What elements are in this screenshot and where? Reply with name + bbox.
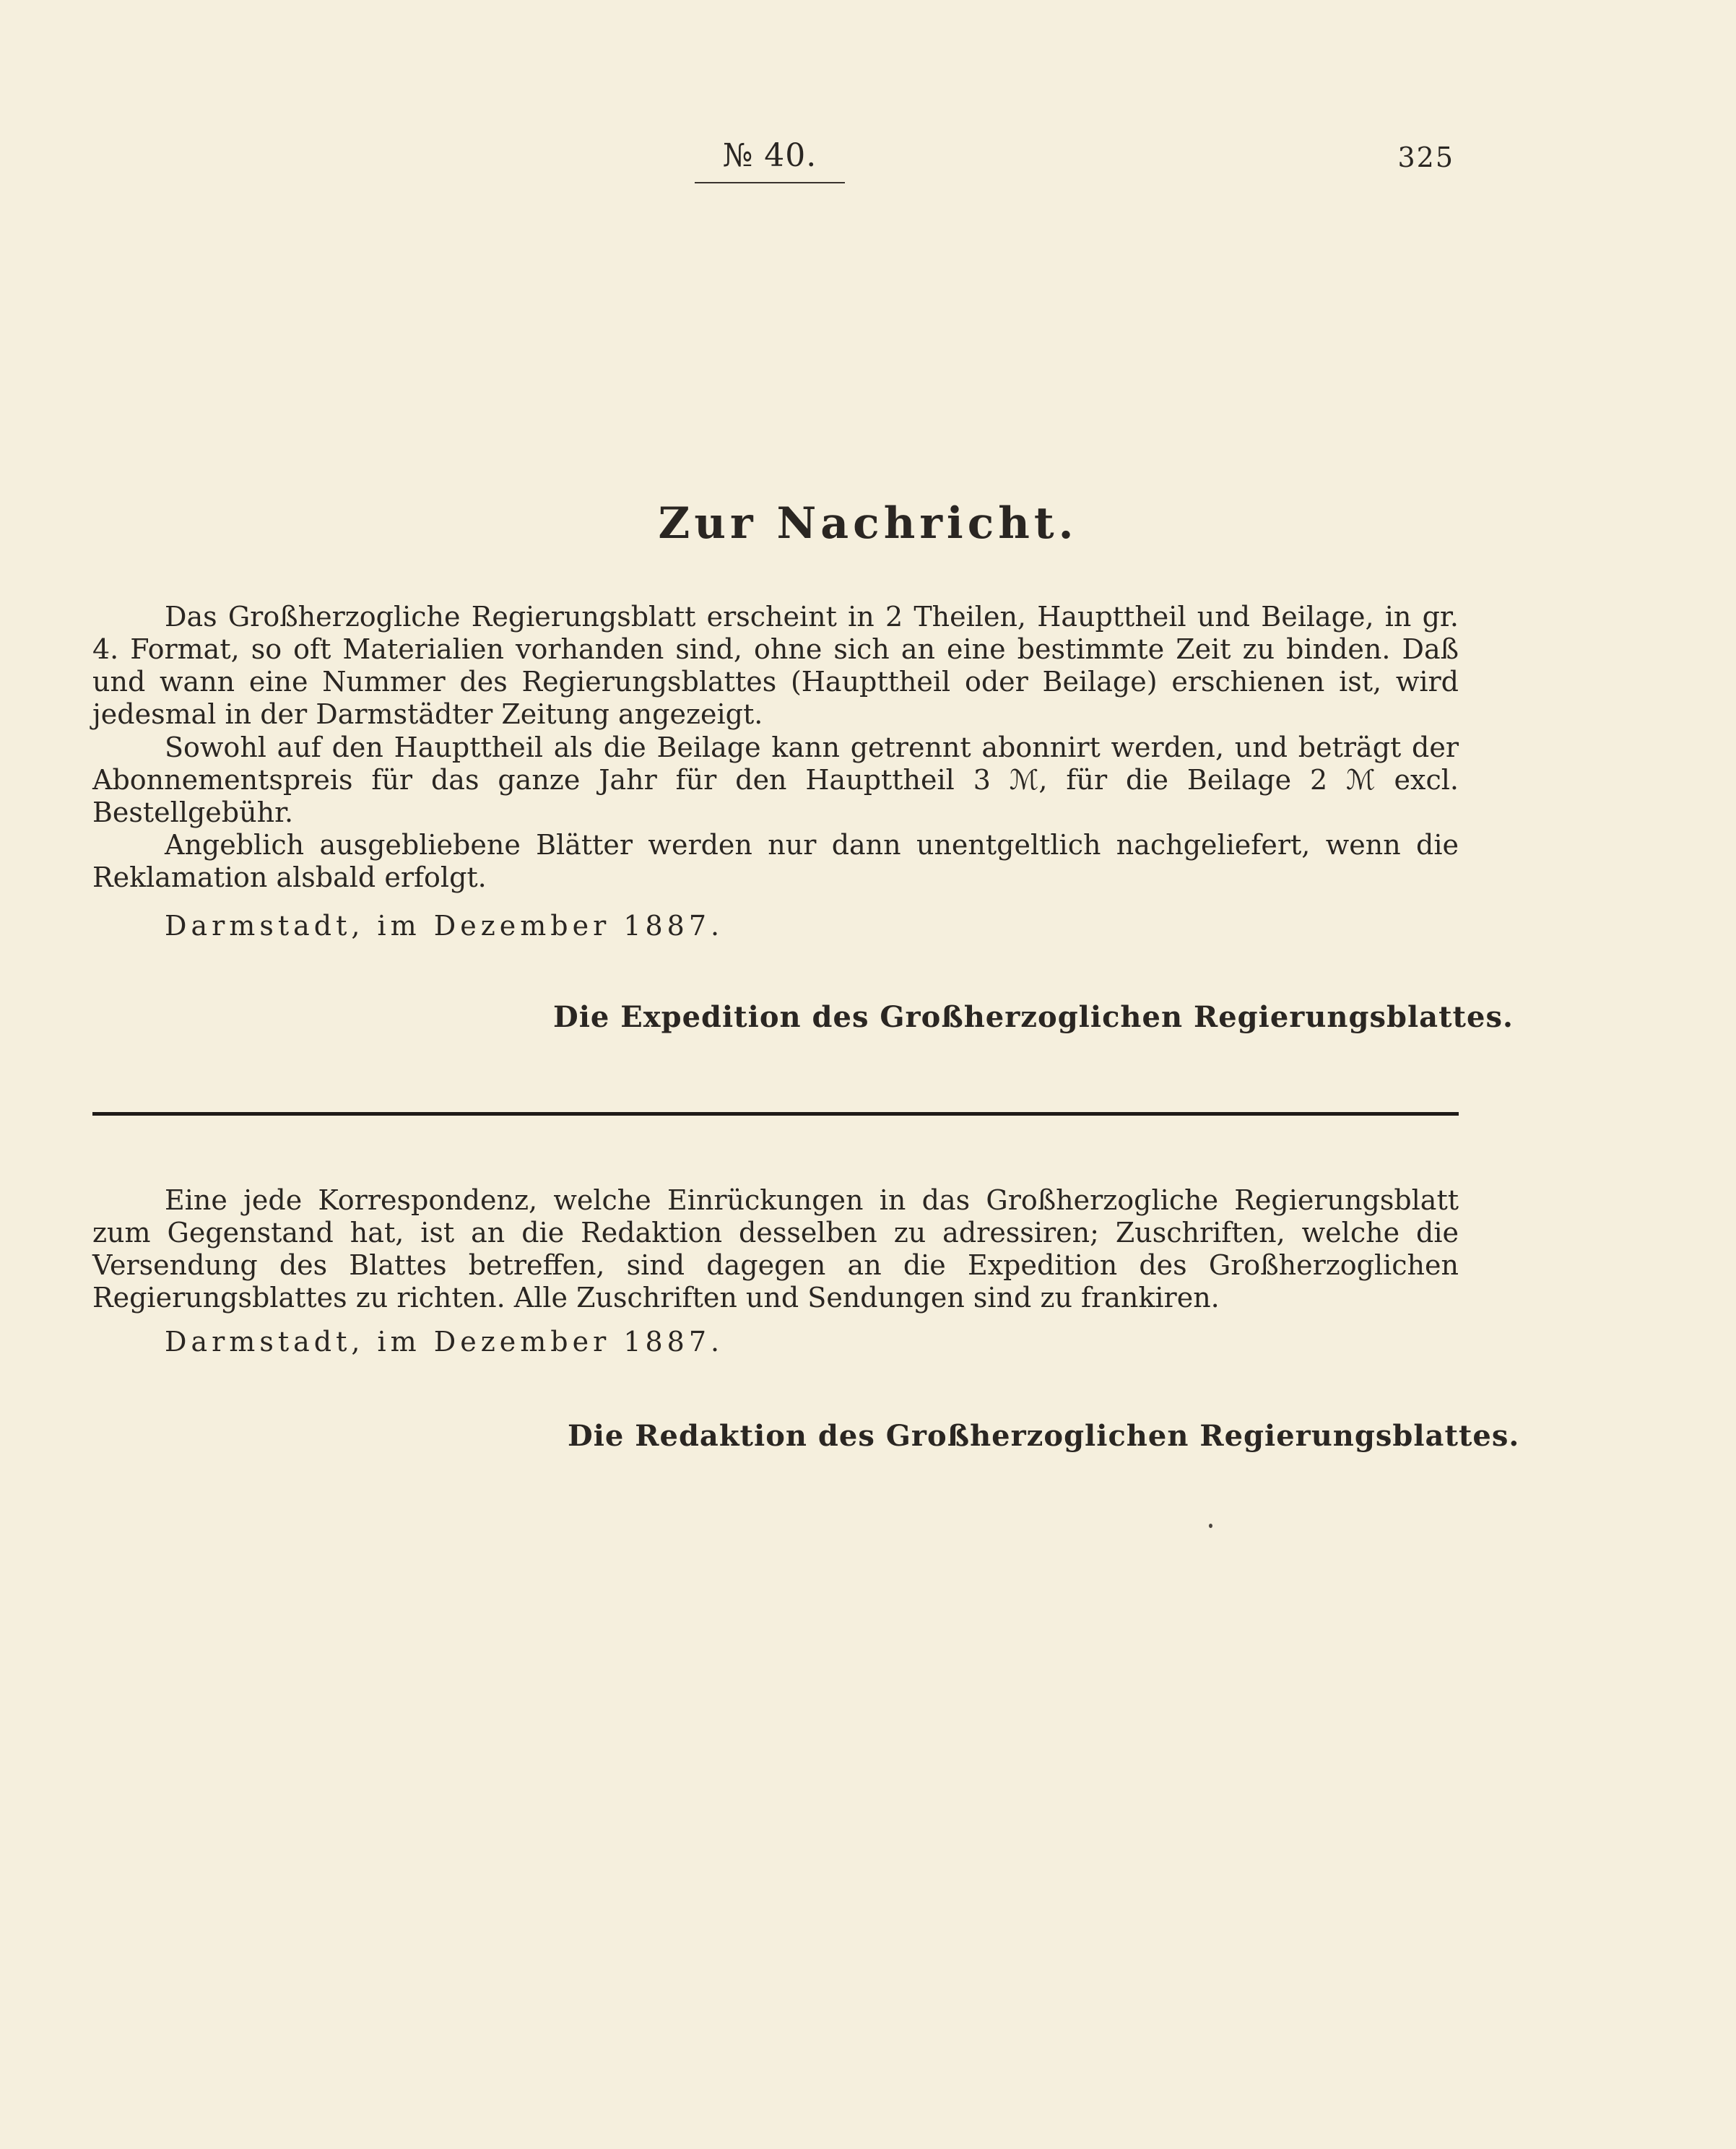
notice-heading: Zur Nachricht.	[658, 498, 1078, 549]
issue-underline	[695, 182, 845, 183]
page-number: 325	[1397, 142, 1454, 173]
correspondence-place-date: Darmstadt, im Dezember 1887.	[165, 1326, 724, 1358]
notice-paragraph-1: Das Großherzogliche Regierungsblatt erscheint in 2 Theilen, Haupttheil und Beilage, in gr. 4. Format, so oft Materialien vorhanden sind, ohne sich an eine bestimmte Zeit zu binden. Daß und wann eine Nummer des Regierungsblattes (Haupttheil oder Beilage) erschienen ist, wird jedesmal in der Darmstädter Zeitung angezeigt.	[92, 601, 1459, 730]
notice-paragraph-2: Sowohl auf den Haupttheil als die Beilage kann getrennt abonnirt werden, und beträgt der Abonnementspreis für das ganze Jahr für den Haupttheil 3 ℳ, für die Beilage 2 ℳ excl. Bestellgebühr.	[92, 731, 1459, 828]
correspondence-paragraph: Eine jede Korrespondenz, welche Einrückungen in das Großherzogliche Regierungsblatt zum Gegenstand hat, ist an die Redaktion desselben zu adressiren; Zuschriften, welche die Versendung des Blattes betreffen, sind dagegen an die Expedition des Großherzoglichen Regierungsblattes zu richten. Alle Zuschriften und Sendungen sind zu frankiren.	[92, 1184, 1459, 1314]
section-divider	[92, 1112, 1459, 1116]
issue-number: № 40.	[722, 137, 817, 174]
ink-speck	[1209, 1524, 1212, 1528]
notice-paragraph-3: Angeblich ausgebliebene Blätter werden nur dann unentgeltlich nachgeliefert, wenn die Reklamation alsbald erfolgt.	[92, 829, 1459, 893]
correspondence-signature: Die Redaktion des Großherzoglichen Regierungsblattes.	[568, 1419, 1520, 1453]
notice-signature: Die Expedition des Großherzoglichen Regierungsblattes.	[553, 1000, 1514, 1034]
notice-place-date: Darmstadt, im Dezember 1887.	[165, 910, 724, 942]
